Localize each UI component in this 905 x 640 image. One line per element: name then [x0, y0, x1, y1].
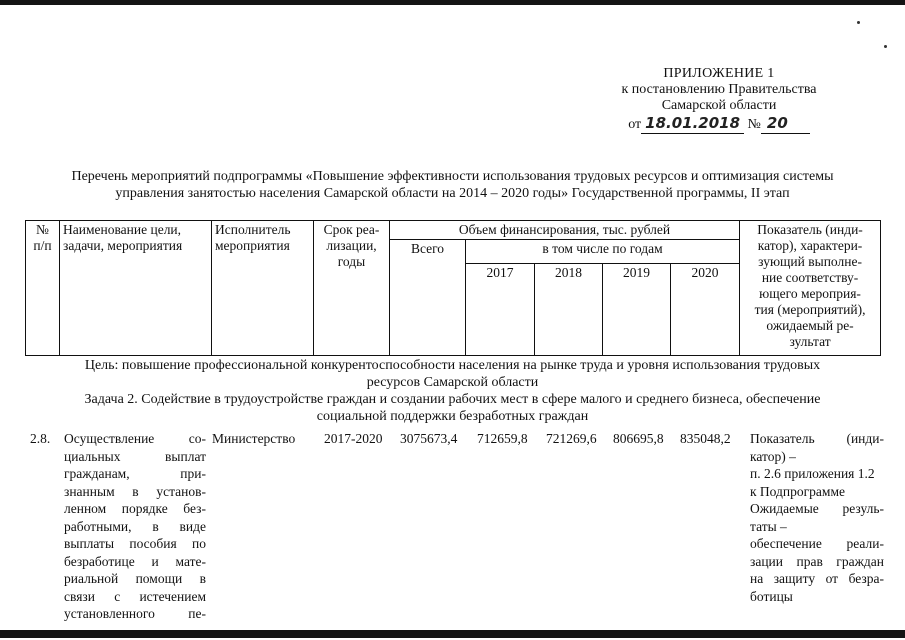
row-total: 3075673,4 [400, 431, 458, 446]
col-header-year-2018: 2018 [535, 264, 603, 356]
task-line-2: социальной поддержки безработных граждан [316, 409, 589, 424]
goal-line-2: ресурсов Самарской области [366, 375, 539, 390]
col-header-year-2020: 2020 [671, 264, 740, 356]
goal-line-1: Цель: повышение профессиональной конкурентоспособности населения на рынке труда и уровня использования трудовых [84, 358, 821, 373]
appendix-stamp [560, 66, 878, 134]
number-sign: № [747, 117, 761, 132]
col-header-year-2019: 2019 [603, 264, 671, 356]
handwritten-date: 18.01.2018 [645, 114, 741, 132]
heading-line-1: Перечень мероприятий подпрограммы «Повышение эффективности использования трудовых ресурсов и оптимизация системы [71, 169, 834, 184]
date-prefix: от [628, 117, 642, 132]
scan-edge-top [0, 0, 905, 5]
col-header-funding: Объем финансирования, тыс. рублей [390, 221, 740, 240]
row-executor: Министерство [212, 431, 296, 446]
row-indicator: Показатель (инди- катор) – п. 2.6 приложения 1.2 к Подпрограмме Ожидаемые резуль- таты – обеспечение реали- зации прав граждан на защиту от безра- ботицы [750, 431, 884, 604]
scan-edge-bottom [0, 630, 905, 638]
scan-speck [884, 45, 887, 48]
document-heading [20, 168, 885, 202]
task-line-1: Задача 2. Содействие в трудоустройстве граждан и создании рабочих мест в сфере малого и среднего бизнеса, обеспечение [84, 392, 821, 407]
appendix-date-line [628, 115, 810, 134]
row-year-2019: 806695,8 [613, 431, 664, 446]
row-year-2018: 721269,6 [546, 431, 597, 446]
col-header-executor: Исполнитель мероприятия [212, 221, 314, 356]
row-year-2017: 712659,8 [477, 431, 528, 446]
col-header-indicator: Показатель (инди- катор), характери- зующий выполне- ние соответству- ющего мероприя- тия (мероприятий), ожидаемый ре- зультат [740, 221, 881, 356]
row-term: 2017-2020 [324, 431, 383, 446]
row-number: 2.8. [30, 431, 51, 446]
appendix-region-line: Самарской области [661, 98, 777, 113]
goal-and-task [25, 357, 880, 425]
col-header-year-2017: 2017 [466, 264, 535, 356]
appendix-decree-line: к постановлению Правительства [621, 82, 817, 97]
col-header-term: Срок реа- лизации, годы [314, 221, 390, 356]
measures-table-header [25, 220, 881, 356]
col-header-number: № п/п [26, 221, 60, 356]
col-header-total: Всего [390, 240, 466, 356]
scan-speck [857, 21, 860, 24]
col-header-by-years: в том числе по годам [466, 240, 740, 264]
heading-line-2: управления занятостью населения Самарской области на 2014 – 2020 годы» Государственной программы, II этап [115, 186, 790, 201]
handwritten-number: 20 [766, 114, 788, 132]
row-measure-name: Осуществление со- циальных выплат гражданам, при- знанным в установ- ленном порядке без- работными, в виде выплаты пособия по безработице и мате- риальной помощи в связи с истечением установленного пе- [64, 431, 206, 621]
col-header-name: Наименование цели, задачи, мероприятия [60, 221, 212, 356]
row-year-2020: 835048,2 [680, 431, 731, 446]
appendix-title: ПРИЛОЖЕНИЕ 1 [663, 66, 775, 81]
